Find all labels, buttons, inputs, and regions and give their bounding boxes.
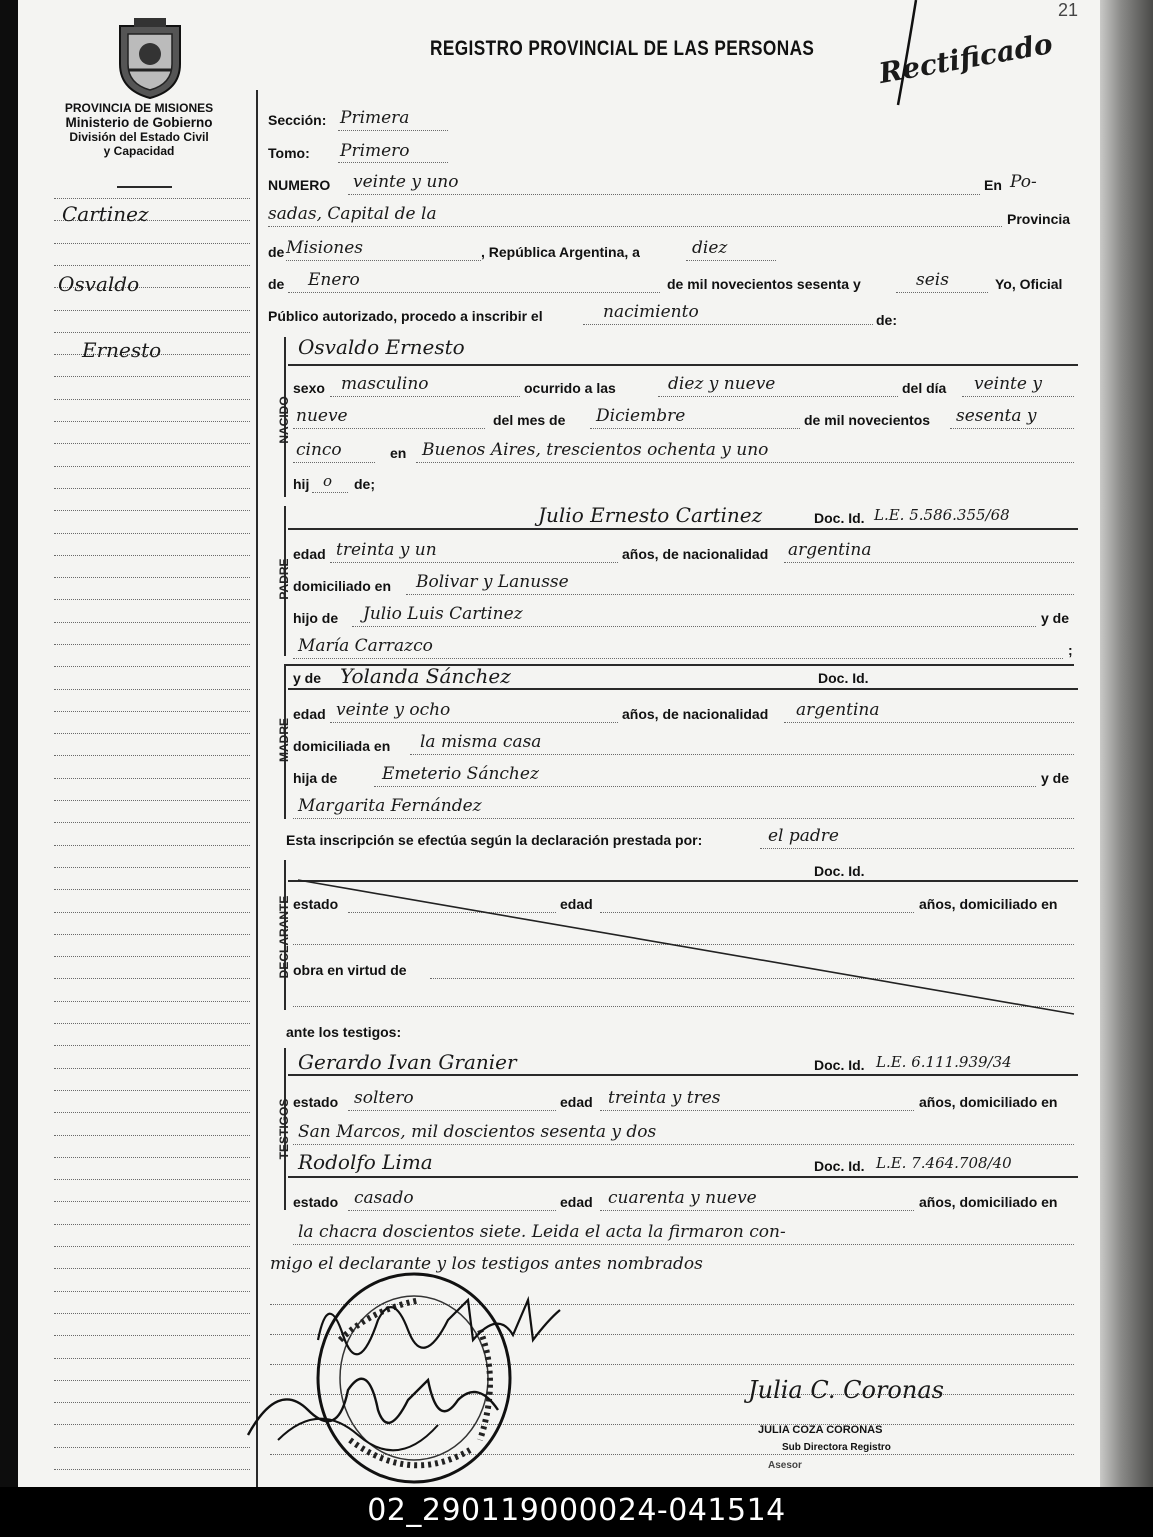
- margin-rule: [54, 666, 250, 667]
- declarante-edad-label: edad: [560, 896, 593, 912]
- margin-rule: [54, 622, 250, 623]
- del-mes-label: del mes de: [493, 412, 566, 428]
- margin-rule: [54, 644, 250, 645]
- margin-rule: [54, 1201, 250, 1202]
- margin-rule: [54, 1179, 250, 1180]
- document-code: 02_290119000024-041514: [367, 1493, 786, 1528]
- declarante-doc-label: Doc. Id.: [814, 863, 865, 879]
- margin-rule: [54, 733, 250, 734]
- margin-rule: [54, 466, 250, 467]
- org-ministry: Ministerio de Gobierno: [65, 115, 213, 130]
- del-dia-label: del día: [902, 380, 947, 396]
- margin-rule: [54, 1402, 250, 1403]
- inscripcion-por: el padre: [768, 826, 839, 846]
- margin-rule: [54, 577, 250, 578]
- dotted-line: [416, 462, 1074, 463]
- margin-rule: [54, 800, 250, 801]
- madre-edad-label: edad: [293, 706, 326, 722]
- dotted-line: [374, 786, 1036, 787]
- mil-label: de mil novecientos sesenta y: [667, 276, 861, 292]
- margin-rule: [54, 1023, 250, 1024]
- org-division: División del Estado Civil: [69, 130, 209, 144]
- margin-rule: [54, 889, 250, 890]
- margin-rule: [54, 1157, 250, 1158]
- margin-rule: [54, 1469, 250, 1470]
- testigo2-anios-label: años, domiciliado en: [919, 1194, 1058, 1210]
- footer-bar: [0, 1487, 1153, 1537]
- acta-cierre: migo el declarante y los testigos antes nombrados: [270, 1254, 703, 1274]
- section-label-testigos: TESTIGOS: [277, 1098, 291, 1160]
- hijo-label: hij: [293, 476, 310, 492]
- dotted-line: [268, 226, 1002, 227]
- margin-surname: Cartinez: [62, 202, 149, 226]
- margin-name-1: Osvaldo: [58, 272, 140, 296]
- margin-rule: [54, 555, 250, 556]
- oficial-sello-1: JULIA COZA CORONAS: [758, 1424, 883, 1436]
- margin-rule: [54, 1313, 250, 1314]
- dotted-line: [348, 194, 980, 195]
- padre-semicolon: ;: [1068, 642, 1073, 658]
- margin-rule: [54, 265, 250, 266]
- dotted-line: [330, 722, 618, 723]
- dotted-line: [293, 1144, 1074, 1145]
- document-title: REGISTRO PROVINCIAL DE LAS PERSONAS: [430, 37, 815, 60]
- dotted-line: [293, 818, 1074, 819]
- numero-value: veinte y uno: [353, 172, 459, 192]
- provincia-label: Provincia: [1007, 211, 1071, 227]
- margin-rule: [54, 399, 250, 400]
- testigo1-domicilio: San Marcos, mil doscientos sesenta y dos: [298, 1122, 657, 1142]
- margin-rule: [54, 488, 250, 489]
- solid-line: [288, 1074, 1078, 1076]
- hijo-suffix: o: [323, 472, 333, 490]
- margin-rule: [54, 1001, 250, 1002]
- margin-rule: [54, 510, 250, 511]
- dotted-line: [352, 626, 1036, 627]
- margin-rule: [54, 1335, 250, 1336]
- sexo-label: sexo: [293, 380, 325, 396]
- testigo2-estado: casado: [354, 1188, 414, 1208]
- dotted-line: [896, 292, 988, 293]
- padre-y-de-label: y de: [1041, 610, 1070, 626]
- tomo-label: Tomo:: [268, 145, 310, 161]
- margin-separator: [256, 90, 258, 1487]
- hora-value: diez y nueve: [668, 374, 776, 394]
- section-label-nacido: NACIDO: [277, 396, 291, 444]
- padre-doc-value: L.E. 5.586.355/68: [874, 506, 1010, 524]
- stamp-stroke: [888, 0, 928, 110]
- dia-value: diez: [692, 238, 728, 258]
- en-label: en: [390, 445, 407, 461]
- dotted-line: [950, 428, 1074, 429]
- margin-rule: [54, 533, 250, 534]
- margin-rule: [54, 1135, 250, 1136]
- document-page: [18, 0, 1100, 1487]
- madre-nacionalidad: argentina: [796, 700, 880, 720]
- madre-domicilio-value: la misma casa: [420, 732, 542, 752]
- testigo2-domicilio: la chacra doscientos siete. Leida el acta la firmaron con-: [298, 1222, 786, 1242]
- margin-rule: [54, 934, 250, 935]
- issuing-authority: [44, 101, 234, 158]
- padre-y-de-value: María Carrazco: [298, 636, 433, 656]
- margin-rule: [54, 1268, 250, 1269]
- madre-y-de2-label: y de: [1041, 770, 1070, 786]
- dotted-line: [330, 562, 618, 563]
- dia-value-a: veinte y: [974, 374, 1042, 394]
- margin-rule: [54, 421, 250, 422]
- dotted-line: [600, 1210, 914, 1211]
- ocurrido-label: ocurrido a las: [524, 380, 616, 396]
- margin-rule: [54, 1112, 250, 1113]
- publico-label: Público autorizado, procedo a inscribir el: [268, 308, 543, 324]
- madre-doc-label: Doc. Id.: [818, 670, 869, 686]
- anio-value-b: cinco: [296, 440, 342, 460]
- mil-novecientos-label: de mil novecientos: [804, 412, 931, 428]
- testigo2-nombre: Rodolfo Lima: [298, 1150, 433, 1174]
- margin-rule: [54, 1224, 250, 1225]
- margin-rule: [54, 1246, 250, 1247]
- margin-rule: [54, 1358, 250, 1359]
- testigo1-nombre: Gerardo Ivan Granier: [298, 1050, 517, 1074]
- divider: [117, 186, 172, 188]
- padre-nombre: Julio Ernesto Cartinez: [538, 503, 763, 527]
- dotted-line: [658, 396, 898, 397]
- seccion-value: Primera: [340, 108, 410, 128]
- padre-nacionalidad: argentina: [788, 540, 872, 560]
- inscripcion-label: Esta inscripción se efectúa según la declaración prestada por:: [286, 832, 703, 848]
- solid-line: [288, 688, 1078, 690]
- section-label-declarante: DECLARANTE: [277, 895, 291, 979]
- margin-name-2: Ernesto: [82, 338, 162, 362]
- dia-value-b: nueve: [296, 406, 348, 426]
- margin-rule: [54, 310, 250, 311]
- padre-domicilio-label: domiciliado en: [293, 578, 392, 594]
- hijo-de-label: de;: [354, 476, 375, 492]
- sexo-value: masculino: [341, 374, 429, 394]
- madre-hija-label: hija de: [293, 770, 338, 786]
- margin-rule: [54, 1447, 250, 1448]
- dotted-line: [330, 396, 520, 397]
- de2-label: de: [268, 276, 285, 292]
- margin-rule: [54, 198, 250, 199]
- testigo2-edad-label: edad: [560, 1194, 593, 1210]
- seccion-label: Sección:: [268, 112, 327, 128]
- dotted-line: [338, 162, 448, 163]
- testigo1-estado-label: estado: [293, 1094, 339, 1110]
- madre-edad-value: veinte y ocho: [336, 700, 451, 720]
- margin-rule: [54, 845, 250, 846]
- margin-rule: [54, 912, 250, 913]
- margin-rule: [54, 1380, 250, 1381]
- dotted-line: [760, 848, 1074, 849]
- madre-nombre: Yolanda Sánchez: [340, 664, 511, 688]
- numero-label: NUMERO: [268, 177, 331, 193]
- dotted-line: [338, 130, 448, 131]
- testigos-ante-label: ante los testigos:: [286, 1024, 402, 1040]
- margin-rule: [54, 978, 250, 979]
- testigo1-doc-label: Doc. Id.: [814, 1057, 865, 1073]
- declarante-estado-label: estado: [293, 896, 339, 912]
- margin-rule: [54, 689, 250, 690]
- anio-value-a: sesenta y: [956, 406, 1037, 426]
- solid-line: [288, 364, 1078, 366]
- coat-of-arms-icon: [110, 18, 190, 100]
- margin-rule: [54, 755, 250, 756]
- margin-rule: [54, 1424, 250, 1425]
- padre-hijo-de: Julio Luis Cartinez: [363, 604, 523, 624]
- madre-anios-label: años, de nacionalidad: [622, 706, 769, 722]
- margin-rule: [54, 376, 250, 377]
- padre-hijo-label: hijo de: [293, 610, 339, 626]
- dotted-line: [406, 594, 1074, 595]
- padre-edad-label: edad: [293, 546, 326, 562]
- page-number: 21: [1058, 0, 1079, 20]
- declarante-anios-label: años, domiciliado en: [919, 896, 1058, 912]
- dotted-line: [348, 1210, 556, 1211]
- dotted-line: [348, 1110, 556, 1111]
- margin-rule: [54, 711, 250, 712]
- dotted-line: [293, 428, 485, 429]
- org-province: PROVINCIA DE MISIONES: [64, 101, 214, 115]
- acto-value: nacimiento: [603, 302, 699, 322]
- madre-domicilio-label: domiciliada en: [293, 738, 391, 754]
- madre-y-de-label: y de: [293, 670, 322, 686]
- padre-anios-label: años, de nacionalidad: [622, 546, 769, 562]
- testigo1-anios-label: años, domiciliado en: [919, 1094, 1058, 1110]
- en-value: Po-: [1010, 172, 1037, 192]
- dotted-line: [600, 1110, 914, 1111]
- oficial-sello-2: Sub Directora Registro: [782, 1442, 891, 1453]
- dotted-line: [286, 260, 481, 261]
- padre-doc-label: Doc. Id.: [814, 510, 865, 526]
- oficial-sello-3: Asesor: [768, 1460, 802, 1471]
- dotted-line: [288, 292, 660, 293]
- margin-rule: [54, 332, 250, 333]
- madre-hija-de: Emeterio Sánchez: [382, 764, 539, 784]
- oficial-firma: Julia C. Coronas: [748, 1376, 944, 1404]
- testigo2-doc-label: Doc. Id.: [814, 1158, 865, 1174]
- margin-rule: [54, 822, 250, 823]
- en-label: En: [984, 177, 1002, 193]
- nacido-nombre: Osvaldo Ernesto: [298, 335, 465, 359]
- rectificado-stamp: Rectificado: [876, 27, 1056, 90]
- anio-value: seis: [916, 270, 949, 290]
- declarante-obra-label: obra en virtud de: [293, 962, 407, 978]
- dotted-line: [312, 492, 348, 493]
- dotted-line: [410, 754, 1074, 755]
- dotted-line: [686, 260, 776, 261]
- republica-label: , República Argentina, a: [481, 244, 640, 260]
- padre-edad-value: treinta y un: [336, 540, 437, 560]
- testigo2-edad: cuarenta y nueve: [608, 1188, 757, 1208]
- lugar-value: Buenos Aires, trescientos ochenta y uno: [422, 440, 769, 460]
- dotted-line: [293, 462, 375, 463]
- de-label: de: [268, 244, 285, 260]
- de3-label: de:: [876, 312, 897, 328]
- dotted-line: [962, 396, 1074, 397]
- witness-signature-2: [238, 1340, 518, 1460]
- dotted-line: [784, 562, 1074, 563]
- margin-rule: [54, 1090, 250, 1091]
- mes-value: Diciembre: [596, 406, 686, 426]
- testigo2-estado-label: estado: [293, 1194, 339, 1210]
- cancel-diagonal-line: [298, 878, 1078, 1018]
- testigo1-doc-value: L.E. 6.111.939/34: [876, 1053, 1012, 1071]
- margin-rule: [54, 956, 250, 957]
- solid-line: [288, 528, 1078, 530]
- dotted-line: [293, 658, 1063, 659]
- margin-rule: [54, 599, 250, 600]
- provincia-value: Misiones: [286, 238, 363, 258]
- dotted-line: [784, 722, 1074, 723]
- solid-line: [288, 1176, 1078, 1178]
- scan-edge: [1100, 0, 1153, 1487]
- testigo1-edad-label: edad: [560, 1094, 593, 1110]
- dotted-line: [293, 1244, 1074, 1245]
- margin-rule: [54, 778, 250, 779]
- dotted-line: [583, 324, 873, 325]
- yo-oficial-label: Yo, Oficial: [995, 276, 1063, 292]
- margin-rule: [54, 443, 250, 444]
- section-label-madre: MADRE: [277, 718, 291, 762]
- margin-rule: [54, 1045, 250, 1046]
- mes-value: Enero: [308, 270, 360, 290]
- section-label-padre: PADRE: [277, 558, 291, 600]
- dotted-line: [590, 428, 800, 429]
- tomo-value: Primero: [340, 141, 410, 161]
- margin-rule: [54, 243, 250, 244]
- ciudad-value: sadas, Capital de la: [268, 204, 437, 224]
- padre-domicilio-value: Bolivar y Lanusse: [416, 572, 569, 592]
- margin-rule: [54, 1068, 250, 1069]
- testigo2-doc-value: L.E. 7.464.708/40: [876, 1154, 1012, 1172]
- testigo1-edad: treinta y tres: [608, 1088, 721, 1108]
- margin-rule: [54, 1291, 250, 1292]
- madre-y-de-value: Margarita Fernández: [298, 796, 482, 816]
- margin-rule: [54, 867, 250, 868]
- testigo1-estado: soltero: [354, 1088, 414, 1108]
- org-capacity: y Capacidad: [103, 144, 175, 158]
